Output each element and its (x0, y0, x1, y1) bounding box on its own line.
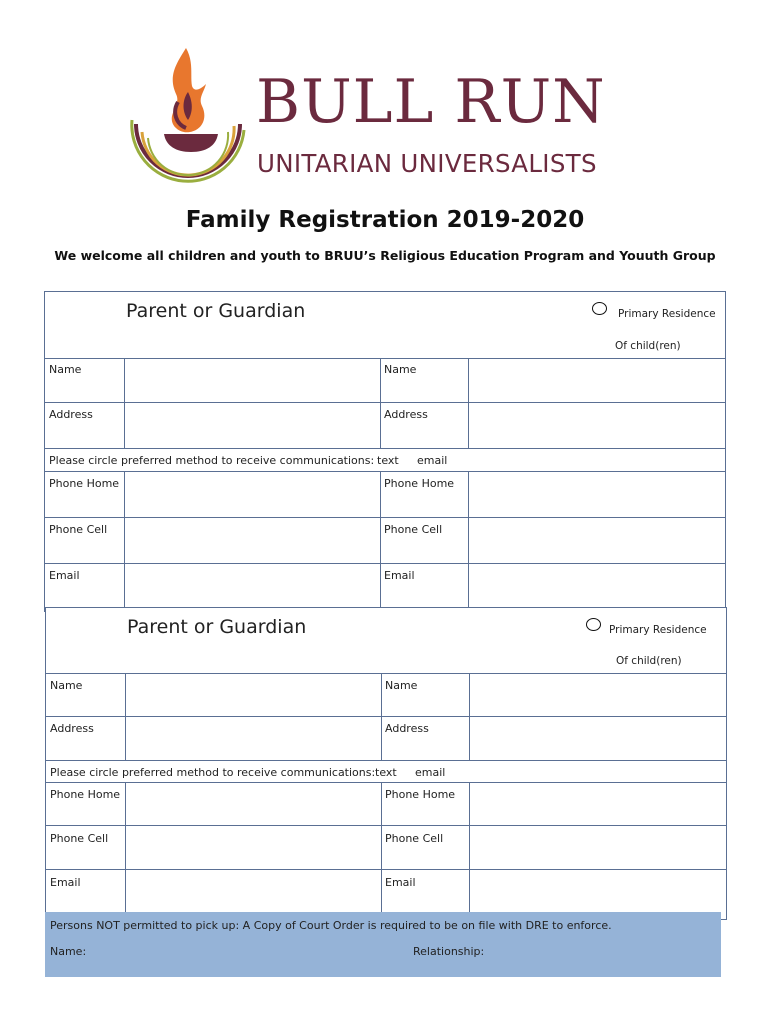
phone-cell-label: Phone Cell (49, 523, 108, 536)
page-title: Family Registration 2019-2020 (185, 207, 585, 233)
phone-home-label: Phone Home (49, 477, 120, 490)
primary-residence-radio[interactable] (586, 618, 601, 631)
restricted-name-label[interactable]: Name: (50, 945, 87, 958)
email-field[interactable] (470, 870, 725, 913)
brand-name: BULL RUN (256, 67, 606, 137)
guardian-section-1 (44, 291, 726, 612)
name-field[interactable] (470, 674, 725, 716)
phone-cell-field[interactable] (125, 518, 379, 563)
phone-home-field[interactable] (126, 783, 380, 825)
primary-residence-radio[interactable] (592, 302, 607, 315)
section-heading: Parent or Guardian (126, 300, 306, 322)
option-email[interactable]: email (415, 766, 446, 779)
primary-residence-label: Primary Residence (609, 624, 707, 636)
email-label: Email (385, 876, 416, 889)
option-text[interactable]: text (375, 766, 397, 779)
of-children-label: Of child(ren) (615, 340, 681, 352)
phone-cell-label: Phone Cell (50, 832, 109, 845)
preferred-method-label: Please circle preferred method to receive communications: (49, 454, 375, 467)
email-field[interactable] (469, 564, 724, 609)
of-children-label: Of child(ren) (616, 655, 682, 667)
name-field[interactable] (125, 359, 379, 402)
name-label: Name (384, 363, 417, 376)
option-text[interactable]: text (377, 454, 399, 467)
phone-home-field[interactable] (469, 472, 724, 517)
address-label: Address (384, 408, 428, 421)
name-field[interactable] (469, 359, 724, 402)
phone-home-field[interactable] (470, 783, 725, 825)
email-field[interactable] (126, 870, 380, 913)
address-field[interactable] (126, 717, 380, 760)
phone-cell-field[interactable] (126, 826, 380, 869)
pickup-restriction-box (45, 912, 721, 977)
phone-home-field[interactable] (125, 472, 379, 517)
phone-home-label: Phone Home (384, 477, 455, 490)
address-field[interactable] (470, 717, 725, 760)
address-label: Address (50, 722, 94, 735)
page-subtitle: We welcome all children and youth to BRUU’s Religious Education Program and Youuth Group (54, 248, 716, 263)
phone-home-label: Phone Home (50, 788, 121, 801)
name-label: Name (50, 679, 83, 692)
phone-cell-label: Phone Cell (385, 832, 444, 845)
name-field[interactable] (126, 674, 380, 716)
phone-cell-field[interactable] (470, 826, 725, 869)
address-label: Address (49, 408, 93, 421)
address-field[interactable] (469, 403, 724, 448)
option-email[interactable]: email (417, 454, 448, 467)
phone-cell-label: Phone Cell (384, 523, 443, 536)
address-field[interactable] (125, 403, 379, 448)
email-label: Email (384, 569, 415, 582)
name-label: Name (49, 363, 82, 376)
phone-home-label: Phone Home (385, 788, 456, 801)
relationship-label[interactable]: Relationship: (413, 945, 485, 958)
guardian-section-2 (45, 607, 727, 920)
name-label: Name (385, 679, 418, 692)
email-field[interactable] (125, 564, 379, 609)
section-heading: Parent or Guardian (127, 616, 307, 638)
preferred-method-label: Please circle preferred method to receive communications: (50, 766, 376, 779)
phone-cell-field[interactable] (469, 518, 724, 563)
pickup-notice: Persons NOT permitted to pick up: A Copy of Court Order is required to be on file with DRE to enforce. (50, 919, 612, 932)
email-label: Email (50, 876, 81, 889)
brand-subtitle: UNITARIAN UNIVERSALISTS (257, 149, 597, 178)
primary-residence-label: Primary Residence (618, 308, 716, 320)
email-label: Email (49, 569, 80, 582)
address-label: Address (385, 722, 429, 735)
